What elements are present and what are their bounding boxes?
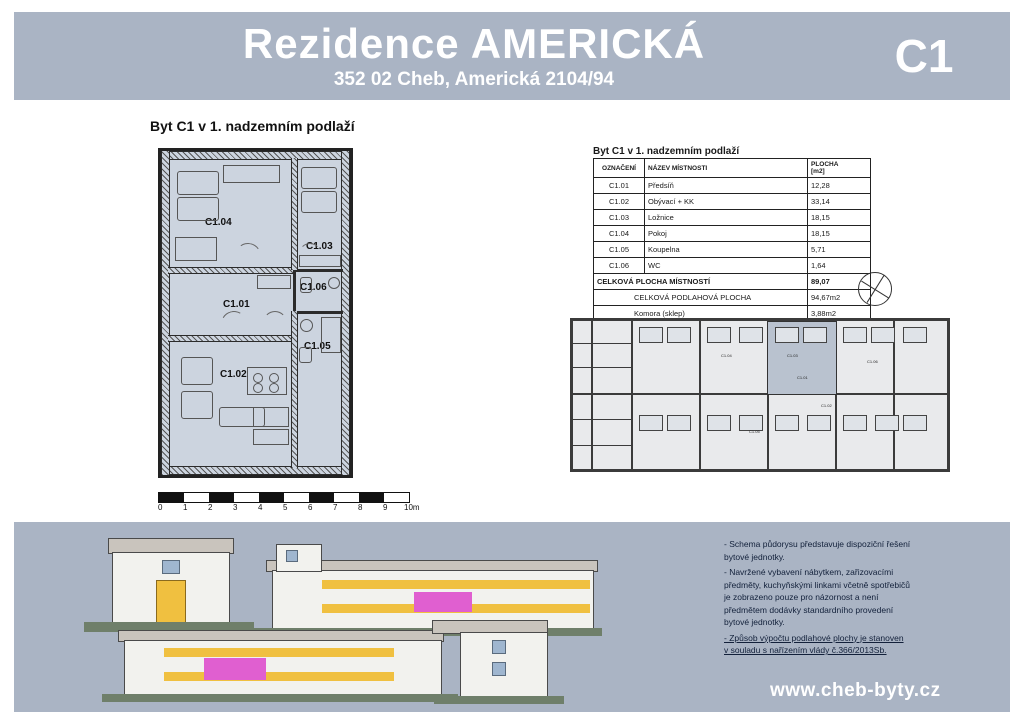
cell-name: WC (645, 258, 808, 274)
cell-total-label: CELKOVÁ PLOCHA MÍSTNOSTÍ (594, 274, 808, 290)
note-line: předměty, kuchyňskými linkami včetně spotřebičů (724, 579, 910, 590)
cell-code: C1.04 (594, 226, 645, 242)
fixture-wc (299, 347, 312, 363)
furniture-chair (253, 383, 263, 393)
note-line: - Schema půdorysu představuje dispoziční řešení (724, 539, 911, 549)
note-line-underlined: - Způsob výpočtu podlahové plochy je stanoven (724, 632, 904, 643)
wall-hatch-bottom (161, 466, 350, 475)
furniture-bed (301, 167, 337, 189)
fixture-bathtub (321, 317, 341, 353)
furniture-chair (253, 373, 263, 383)
interior-wall (293, 269, 296, 311)
th-name: NÁZEV MÍSTNOSTI (645, 159, 808, 178)
cell-name: Předsíň (645, 178, 808, 194)
note-line: bytové jednotky. (724, 551, 785, 562)
table-row (594, 226, 871, 242)
room-label-c103: C1.03 (306, 241, 333, 252)
scale-tick: 4 (258, 503, 263, 512)
elevation-window (162, 560, 180, 574)
scale-tick: 9 (383, 503, 388, 512)
table-row (594, 258, 871, 274)
table-summary-row (594, 290, 871, 306)
th-area (808, 159, 871, 178)
fixture-washbasin (300, 319, 313, 332)
furniture-kitchen-line (253, 407, 289, 427)
elevation-door (156, 580, 186, 624)
note-line: předmětem dodávky standardního provedení (724, 604, 894, 615)
furniture-cabinet (257, 275, 291, 289)
cell-code: C1.06 (594, 258, 645, 274)
table-total-row (594, 274, 871, 290)
elevation-balcony-band (164, 648, 394, 657)
elevation-window (492, 640, 506, 654)
elevation-highlight (414, 592, 472, 612)
note-line: - Navržené vybavení nábytkem, zařizovacími (724, 567, 894, 577)
table-row (594, 194, 871, 210)
furniture-desk (175, 237, 217, 261)
fixture-washbasin (328, 277, 340, 289)
th-code: OZNAČENÍ (594, 159, 645, 178)
unit-code: C1 (894, 30, 954, 82)
cell-area: 1,64 (808, 258, 871, 274)
furniture-bed (177, 171, 219, 195)
fixture-wc (300, 277, 312, 293)
cell-name: Ložnice (645, 210, 808, 226)
cell-area: 18,15 (808, 210, 871, 226)
cell-summary-label: CELKOVÁ PODLAHOVÁ PLOCHA (594, 290, 808, 306)
furniture-armchair (181, 391, 213, 419)
room-label-c105: C1.05 (304, 341, 331, 352)
elevation-highlight (204, 658, 266, 680)
furniture-bed (301, 191, 337, 213)
scale-tick: 6 (308, 503, 313, 512)
wall-hatch (168, 267, 293, 274)
cell-summary-value: 94,67m2 (808, 290, 871, 306)
siteplan-unit-label: C1.06 (867, 359, 878, 364)
door-swing (299, 243, 321, 265)
wall-hatch-left (161, 151, 170, 475)
furniture-chair (269, 383, 279, 393)
scale-bar (158, 492, 410, 503)
cell-code: C1.03 (594, 210, 645, 226)
elevation-stair-block (276, 544, 322, 572)
document-header (14, 12, 1010, 100)
siteplan-unit-label: C1.02 (821, 403, 832, 408)
wall-hatch (291, 311, 298, 468)
cell-name: Obývací + KK (645, 194, 808, 210)
table-row (594, 210, 871, 226)
room-label-c102: C1.02 (220, 369, 247, 380)
cell-total-area: 89,07 (808, 274, 871, 290)
scale-tick: 8 (358, 503, 363, 512)
cell-name: Koupelna (645, 242, 808, 258)
note-line: je zobrazeno pouze pro názornost a není (724, 592, 879, 602)
floorplan-drawing (158, 148, 353, 478)
elevation-window (286, 550, 298, 562)
room-label-c106: C1.06 (300, 282, 327, 293)
interior-wall (293, 311, 343, 314)
elevation-balcony-band (322, 580, 590, 589)
elevation-window (492, 662, 506, 676)
cell-summary-label: Komora (sklep) (594, 306, 808, 322)
wall-hatch-top (161, 151, 350, 160)
furniture-kitchen-line (253, 429, 289, 445)
building-floorplan (570, 318, 950, 472)
cell-area: 5,71 (808, 242, 871, 258)
cell-name: Pokoj (645, 226, 808, 242)
furniture-armchair (181, 357, 213, 385)
scale-ticks (154, 503, 424, 515)
room-label-c101: C1.01 (223, 299, 250, 310)
website-url[interactable]: www.cheb-byty.cz (770, 680, 941, 701)
door-swing (263, 311, 287, 335)
cell-code: C1.05 (594, 242, 645, 258)
wall-hatch (291, 158, 298, 270)
north-arrow-icon (858, 272, 892, 306)
siteplan-unit-label: C1.03 (787, 353, 798, 358)
scale-tick: 5 (283, 503, 288, 512)
elevation-balcony-band (164, 672, 394, 681)
page-title: Rezidence AMERICKÁ (242, 20, 706, 67)
cell-area: 18,15 (808, 226, 871, 242)
scale-tick: 7 (333, 503, 338, 512)
scale-tick: 3 (233, 503, 238, 512)
legal-notes (724, 538, 1002, 657)
cell-code: C1.02 (594, 194, 645, 210)
th-area-line2: [m2] (811, 168, 825, 175)
note-line: bytové jednotky. (724, 617, 785, 627)
interior-wall (293, 269, 343, 272)
siteplan-unit-label: C1.01 (797, 375, 808, 380)
floorplan-caption: Byt C1 v 1. nadzemním podlaží (150, 118, 355, 134)
table-header-row (594, 159, 871, 178)
page-subtitle: 352 02 Cheb, Americká 2104/94 (333, 69, 615, 90)
furniture-bed (177, 197, 219, 221)
cell-area: 12,28 (808, 178, 871, 194)
furniture-wardrobe (223, 165, 280, 183)
elevation-terrain (434, 696, 564, 704)
scale-tick: 1 (183, 503, 188, 512)
furniture-chair (269, 373, 279, 383)
room-label-c104: C1.04 (205, 217, 232, 228)
cell-area: 33,14 (808, 194, 871, 210)
elevation-terrain (102, 694, 458, 702)
scale-tick: 2 (208, 503, 213, 512)
scale-tick: 0 (158, 503, 163, 512)
th-area-line1: PLOCHA (811, 161, 839, 168)
siteplan-unit-label: C1.04 (721, 353, 732, 358)
room-schedule-table (593, 158, 871, 322)
table-row (594, 178, 871, 194)
table-row (594, 242, 871, 258)
header-titles (14, 21, 854, 91)
cell-code: C1.01 (594, 178, 645, 194)
scale-tick: 10m (404, 503, 420, 512)
siteplan-unit-label: C1.05 (749, 429, 760, 434)
note-line-underlined: v souladu s nařízením vlády č.366/2013Sb. (724, 645, 887, 655)
table-title: Byt C1 v 1. nadzemním podlaží (593, 146, 740, 157)
cell-summary-value: 3,88m2 (808, 306, 871, 322)
